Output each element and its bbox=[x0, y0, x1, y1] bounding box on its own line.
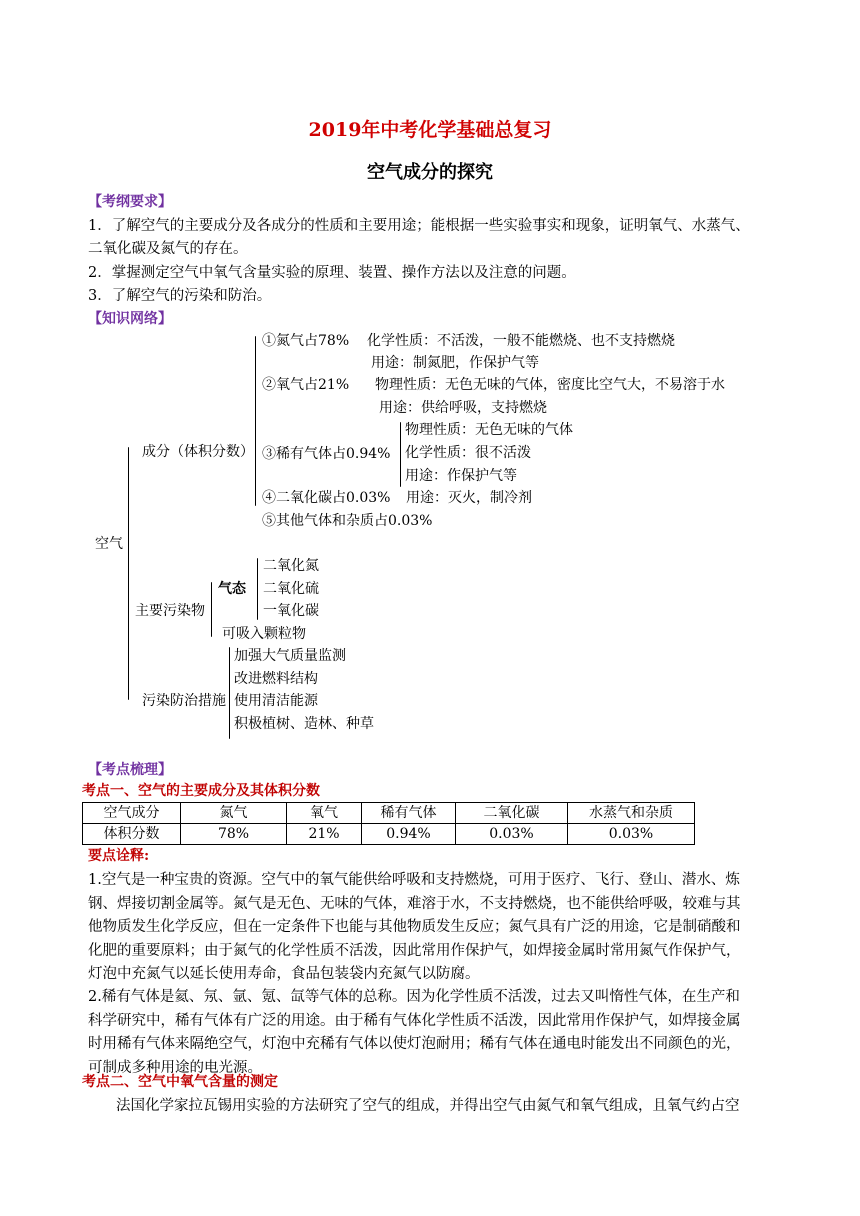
other-gas-item: ⑤其他气体和杂质占0.03% bbox=[262, 513, 433, 529]
pollutants-label: 主要污染物 bbox=[135, 603, 205, 619]
network-heading: 【知识网络】 bbox=[88, 311, 172, 327]
table-header-cell: 空气成分 bbox=[83, 803, 181, 824]
table-header-cell: 水蒸气和杂质 bbox=[568, 803, 695, 824]
table-cell: 0.03% bbox=[568, 824, 695, 845]
noble-gas-brace bbox=[400, 422, 401, 487]
note-1 bbox=[88, 869, 774, 987]
note-1-line: 化肥的重要原料；由于氮气的化学性质不活泼，因此常用作保护气，如焊接金属时常用氮气作保护气， bbox=[88, 942, 741, 959]
table-header-cell: 氮气 bbox=[181, 803, 287, 824]
note-2-line: 科学研究中，稀有气体有广泛的用途。由于稀有气体化学性质不活泼，因此常用作保护气，如焊接金属 bbox=[88, 1012, 741, 1029]
notes-heading: 要点诠释: bbox=[88, 848, 150, 864]
table-header-cell: 二氧化碳 bbox=[456, 803, 568, 824]
co2-use: 用途：灭火，制冷剂 bbox=[406, 490, 532, 506]
point1-heading: 考点一、空气的主要成分及其体积分数 bbox=[82, 783, 320, 799]
prevention-item-1: 加强大气质量监测 bbox=[234, 648, 346, 664]
table-cell: 0.94% bbox=[362, 824, 456, 845]
pollutants-brace bbox=[211, 582, 212, 637]
nitrogen-use: 用途：制氮肥，作保护气等 bbox=[371, 355, 539, 371]
nitrogen-item: ①氮气占78% bbox=[262, 333, 350, 349]
note-2-line: 可制成多种用途的电光源。 bbox=[88, 1059, 262, 1076]
composition-label: 成分（体积分数） bbox=[142, 444, 254, 460]
outline-line-4: 3．了解空气的污染和防治。 bbox=[88, 288, 272, 304]
prevention-brace bbox=[229, 647, 230, 739]
pollutant-particles: 可吸入颗粒物 bbox=[222, 626, 306, 642]
gaseous-brace bbox=[257, 558, 258, 620]
prevention-item-3: 使用清洁能源 bbox=[234, 693, 318, 709]
nitrogen-chem: 化学性质：不活泼，一般不能燃烧、也不支持燃烧 bbox=[367, 333, 675, 349]
table-header-cell: 氧气 bbox=[287, 803, 362, 824]
table-cell: 21% bbox=[287, 824, 362, 845]
noble-gas-chem: 化学性质：很不活泼 bbox=[405, 445, 531, 461]
table-row bbox=[83, 803, 695, 824]
note-1-line: 他物质发生化学反应，但在一定条件下也能与其他物质发生反应；氮气具有广泛的用途，它是制硝酸和 bbox=[88, 919, 741, 935]
note-2-line: 2.稀有气体是氦、氖、氩、氪、氙等气体的总称。因为化学性质不活泼，过去又叫惰性气体，在生产和 bbox=[88, 989, 740, 1005]
oxygen-use: 用途：供给呼吸，支持燃烧 bbox=[379, 400, 547, 416]
note-2 bbox=[88, 986, 774, 1080]
table-cell: 体积分数 bbox=[83, 824, 181, 845]
point2-heading: 考点二、空气中氧气含量的测定 bbox=[82, 1074, 278, 1090]
outline-line-3: 2．掌握测定空气中氧气含量实验的原理、装置、操作方法以及注意的问题。 bbox=[88, 265, 576, 281]
noble-gas-item: ③稀有气体占0.94% bbox=[262, 446, 391, 462]
composition-brace bbox=[255, 336, 256, 506]
prevention-item-4: 积极植树、造林、种草 bbox=[234, 716, 374, 732]
review-heading: 【考点梳理】 bbox=[88, 762, 172, 778]
note-1-line: 灯泡中充氮气以延长使用寿命，食品包装袋内充氮气以防腐。 bbox=[88, 966, 480, 982]
table-cell: 78% bbox=[181, 824, 287, 845]
note-2-line: 时用稀有气体来隔绝空气，灯泡中充稀有气体以使灯泡耐用；稀有气体在通电时能发出不同颜色的光， bbox=[88, 1036, 741, 1052]
pollutant-no2: 二氧化氮 bbox=[263, 558, 319, 574]
pollutant-co: 一氧化碳 bbox=[263, 603, 319, 619]
prevention-label: 污染防治措施 bbox=[142, 693, 226, 709]
noble-gas-use: 用途：作保护气等 bbox=[405, 468, 517, 484]
table-row bbox=[83, 824, 695, 845]
oxygen-item: ②氧气占21% bbox=[262, 377, 350, 393]
noble-gas-phys: 物理性质：无色无味的气体 bbox=[405, 422, 573, 438]
root-brace bbox=[128, 447, 129, 700]
gaseous-label: 气态 bbox=[218, 581, 246, 597]
page-subtitle: 空气成分的探究 bbox=[367, 162, 493, 183]
outline-line-1: 1．了解空气的主要成分及各成分的性质和主要用途；能根据一些实验事实和现象，证明氧气、水蒸气、 bbox=[88, 218, 750, 234]
root-label: 空气 bbox=[95, 536, 123, 552]
table-header-cell: 稀有气体 bbox=[362, 803, 456, 824]
outline-heading: 【考纲要求】 bbox=[88, 194, 172, 210]
prevention-item-2: 改进燃料结构 bbox=[234, 671, 318, 687]
page-title: 2019年中考化学基础总复习 bbox=[308, 119, 552, 141]
co2-item: ④二氧化碳占0.03% bbox=[262, 490, 391, 506]
note-1-line: 1.空气是一种宝贵的资源。空气中的氧气能供给呼吸和支持燃烧，可用于医疗、飞行、登山、潜水、炼 bbox=[88, 872, 740, 888]
composition-table bbox=[82, 802, 695, 845]
pollutant-so2: 二氧化硫 bbox=[263, 581, 319, 597]
note-1-line: 钢、焊接切割金属等。氮气是无色、无味的气体，难溶于水，不支持燃烧，也不能供给呼吸，较难与其 bbox=[88, 895, 741, 912]
table-cell: 0.03% bbox=[456, 824, 568, 845]
oxygen-phys: 物理性质：无色无味的气体，密度比空气大，不易溶于水 bbox=[375, 377, 725, 393]
point2-text: 法国化学家拉瓦锡用实验的方法研究了空气的组成，并得出空气由氮气和氧气组成，且氧气约占空 bbox=[116, 1098, 740, 1114]
outline-line-2: 二氧化碳及氮气的存在。 bbox=[88, 241, 248, 257]
